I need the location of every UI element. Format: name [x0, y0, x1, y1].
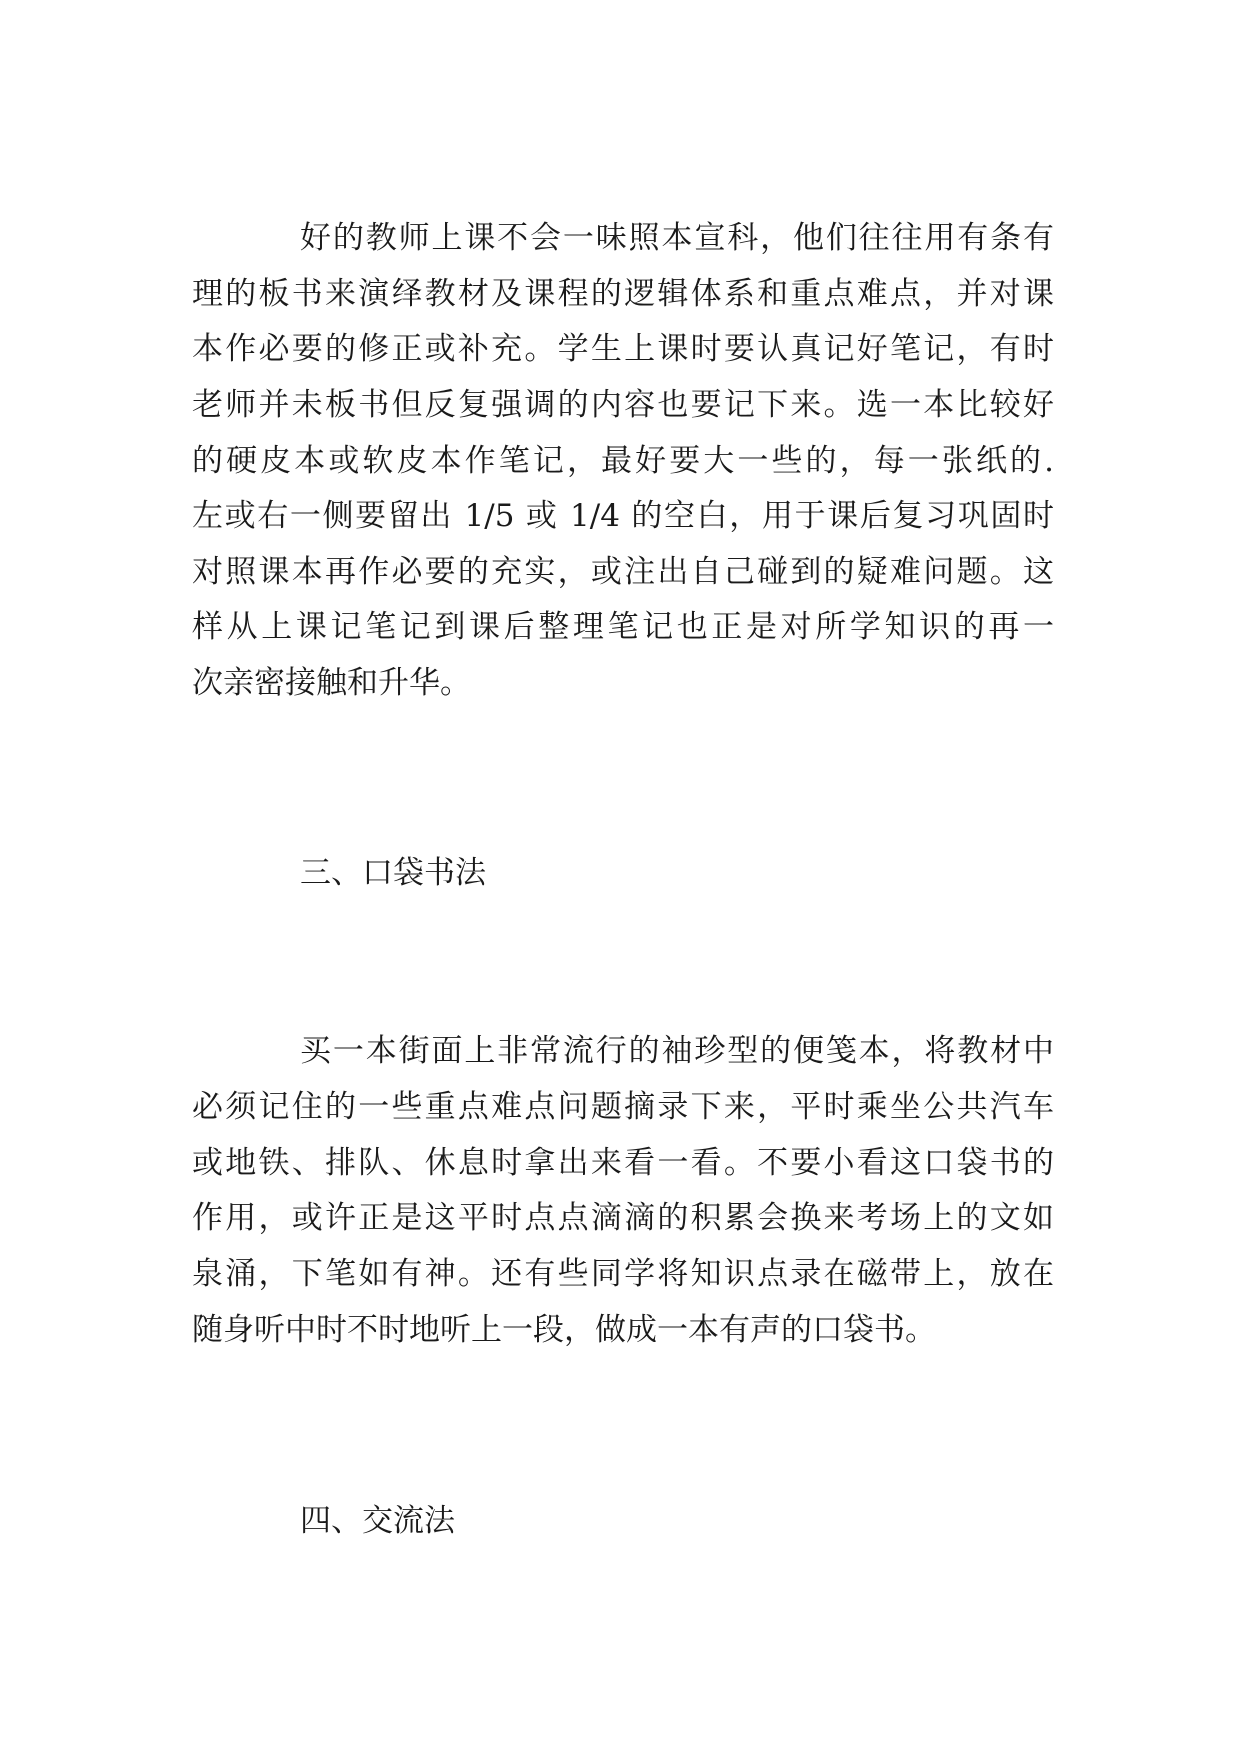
paragraph-line: 买一本街面上非常流行的袖珍型的便笺本，将教材中	[300, 1033, 1054, 1069]
paragraph-line: 的硬皮本或软皮本作笔记，最好要大一些的，每一张纸的.	[192, 443, 1054, 479]
section-heading-pocket-book: 三、口袋书法	[300, 855, 486, 891]
paragraph-line: 泉涌，下笔如有神。还有些同学将知识点录在磁带上，放在	[192, 1256, 1054, 1292]
paragraph-line: 左或右一侧要留出 1/5 或 1/4 的空白，用于课后复习巩固时	[192, 498, 1054, 534]
paragraph-line: 作用，或许正是这平时点点滴滴的积累会换来考场上的文如	[192, 1200, 1054, 1236]
paragraph-line: 理的板书来演绎教材及课程的逻辑体系和重点难点，并对课	[192, 276, 1054, 312]
paragraph-line: 本作必要的修正或补充。学生上课时要认真记好笔记，有时	[192, 331, 1054, 367]
paragraph-line: 或地铁、排队、休息时拿出来看一看。不要小看这口袋书的	[192, 1145, 1054, 1181]
paragraph-line: 好的教师上课不会一味照本宣科，他们往往用有条有	[300, 220, 1054, 256]
paragraph-line: 必须记住的一些重点难点问题摘录下来，平时乘坐公共汽车	[192, 1089, 1054, 1125]
paragraph-line: 次亲密接触和升华。	[192, 665, 471, 701]
paragraph-line: 对照课本再作必要的充实，或注出自己碰到的疑难问题。这	[192, 554, 1054, 590]
section-heading-exchange: 四、交流法	[300, 1503, 455, 1539]
paragraph-line: 老师并未板书但反复强调的内容也要记下来。选一本比较好	[192, 387, 1054, 423]
paragraph-line: 随身听中时不时地听上一段，做成一本有声的口袋书。	[192, 1312, 936, 1348]
paragraph-line: 样从上课记笔记到课后整理笔记也正是对所学知识的再一	[192, 609, 1054, 645]
